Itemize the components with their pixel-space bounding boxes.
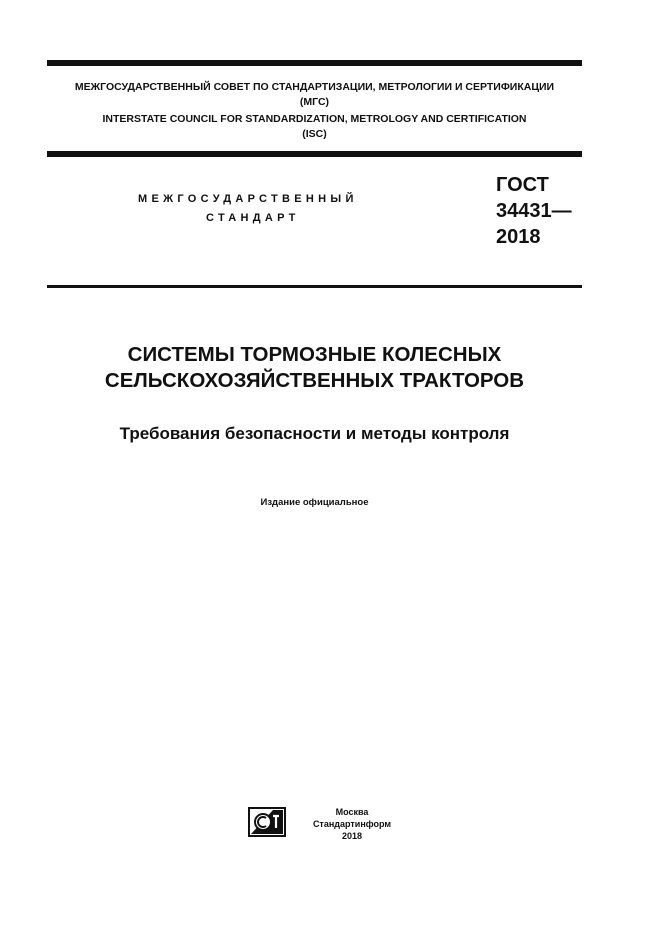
title-line1: СИСТЕМЫ ТОРМОЗНЫЕ КОЛЕСНЫХ: [127, 343, 502, 366]
top-rule: [47, 60, 582, 66]
council-en: [47, 112, 582, 142]
gost-year: 2018: [496, 226, 541, 248]
council-ru-abbr: (МГС): [299, 96, 330, 108]
council-en-abbr: (ISC): [302, 128, 327, 140]
council-ru-name: МЕЖГОСУДАРСТВЕННЫЙ СОВЕТ ПО СТАНДАРТИЗАЦИИ, МЕТРОЛОГИИ И СЕРТИФИКАЦИИ: [74, 81, 555, 93]
standard-type-line2: СТАНДАРТ: [206, 212, 300, 224]
standartinform-logo-icon: [248, 807, 286, 837]
council-en-name: INTERSTATE COUNCIL FOR STANDARDIZATION, METROLOGY AND CERTIFICATION: [102, 113, 527, 125]
gost-number: 34431—: [496, 200, 572, 222]
publisher-city: Москва: [335, 807, 369, 817]
edition-label: Издание официальное: [260, 497, 369, 508]
code-rule: [47, 285, 582, 288]
document-title: [47, 342, 582, 394]
standard-code: [496, 172, 572, 250]
publisher-name: Стандартинформ: [312, 819, 392, 829]
council-ru: [47, 80, 582, 110]
title-line2: СЕЛЬСКОХОЗЯЙСТВЕННЫХ ТРАКТОРОВ: [104, 369, 525, 392]
document-subtitle: Требования безопасности и методы контроля: [119, 424, 510, 443]
publisher-imprint: [312, 806, 392, 842]
header-rule: [47, 151, 582, 157]
standard-type-line1: МЕЖГОСУДАРСТВЕННЫЙ: [138, 193, 358, 205]
publisher-year: 2018: [341, 831, 363, 841]
gost-label: ГОСТ: [496, 174, 549, 196]
